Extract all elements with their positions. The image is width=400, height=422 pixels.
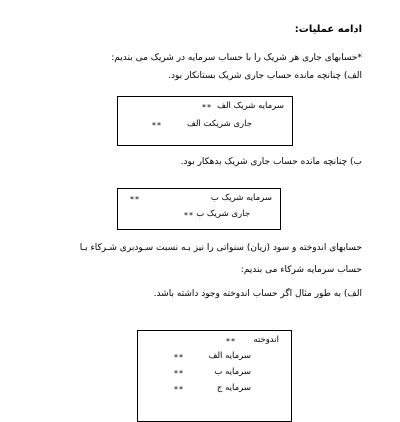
journal-entry-c	[137, 330, 292, 422]
credit-amount: **	[174, 369, 184, 378]
credit-account: جاری شریک ب	[196, 209, 250, 219]
credit-amount: **	[184, 211, 194, 220]
debit-account: سرمایه شریک الف	[217, 101, 284, 111]
debit-amount: **	[202, 103, 212, 112]
paragraph-line-1: حسابهای اندوخته و سود (زیان) سنواتی را نیز بـه نسبت سـودبری شـرکاء بـا	[79, 243, 362, 253]
credit-account: جاری شریکت الف	[187, 119, 252, 129]
credit-account: سرمایه ب	[214, 367, 251, 377]
example-text: الف) به طور مثال اگر حساب اندوخته وجود داشته باشد.	[153, 289, 362, 299]
debit-account: اندوخته	[253, 335, 279, 345]
debit-amount: **	[130, 195, 140, 204]
credit-amount: **	[174, 385, 184, 394]
intro-text: *حسابهای جاری هر شریک را با حساب سرمایه در شریک می بندیم:	[111, 53, 362, 63]
paragraph-line-2: حساب سرمایه شرکاء می بندیم:	[240, 265, 362, 275]
journal-entry-a	[117, 96, 293, 146]
credit-account: سرمایه الف	[208, 351, 251, 361]
credit-amount: **	[152, 121, 162, 130]
credit-amount: **	[174, 353, 184, 362]
debit-account: سرمایه شریک ب	[210, 193, 272, 203]
page-title: ادامه عملیات:	[294, 24, 362, 35]
credit-account: سرمایه ج	[216, 383, 251, 393]
debit-amount: **	[226, 337, 236, 346]
case-a-text: الف) چنانچه مانده حساب جاری شریک بستانکار بود.	[168, 71, 362, 81]
case-b-text: ب) چنانچه مانده حساب جاری شریک بدهکار بود.	[180, 157, 362, 167]
journal-entry-b	[117, 188, 281, 230]
